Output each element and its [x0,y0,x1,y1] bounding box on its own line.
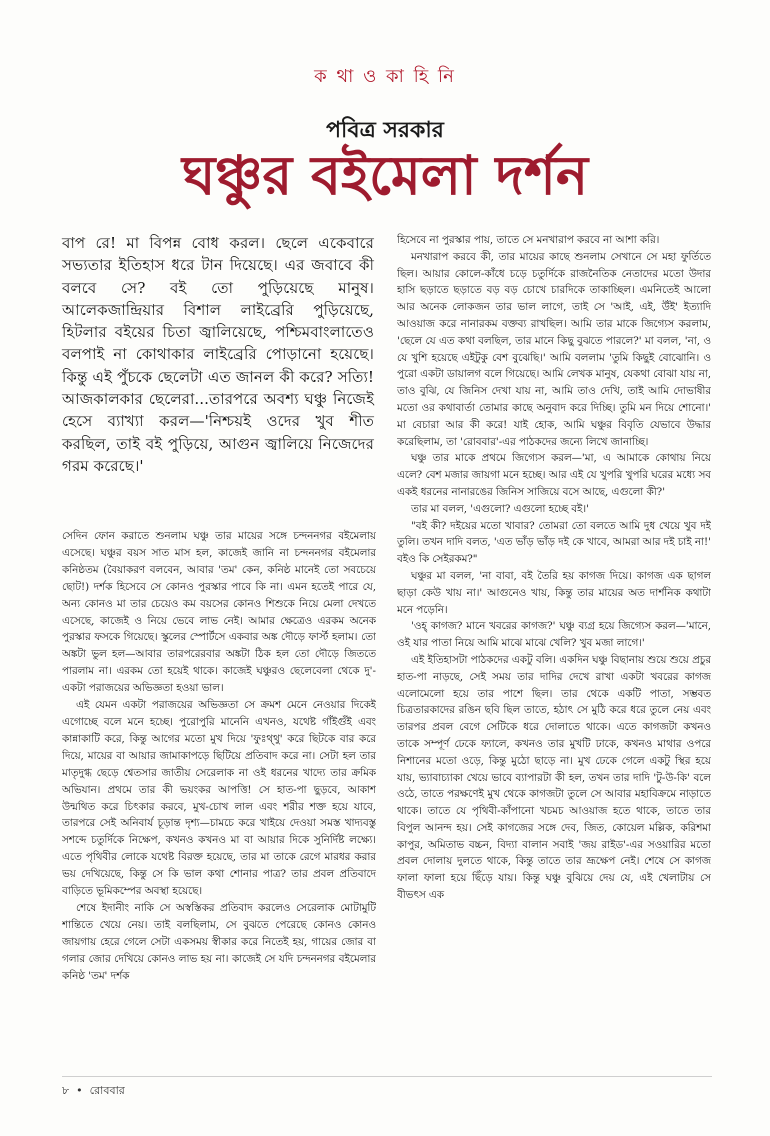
right-paragraph: তার মা বলল, 'এগুলো? এগুলো হচ্ছে বই।' [411,502,589,515]
right-paragraph: ঘঞ্চু তার মাকে প্রথমে জিগ্যেস করল—'মা, এ আমাকে কোথায় নিয়ে এলে? বেশ মজার জায়গা মনে হচ্ছে। আর এই যে খুপরি খুপরি ঘরের মধ্যে সব একই ধরনের নানারঙের জিনিস সাজিয়ে বসে আছে, এগুলো কী?' [397,452,711,498]
right-paragraph: মনখারাপ করবে কী, তার মায়ের কাছে শুনলাম সেখানে সে মহা ফুর্তিতে ছিল। আয়ার কোলে-কাঁধে চড়ে চতুর্দিকে রাজনৈতিক নেতাদের মতো উদার হাসি ছড়াতে ছড়াতে বড় বড় চোখে চারদিকে তাকাচ্ছিল। এমনিতেই আলো আর অনেক লোকজন তার ভাল লাগে, তাই সে 'আই, এই, উঁই' ইত্যাদি আওয়াজ করে নানারকম বক্তব্য রাখছিল। আমি তার মাকে জিগ্যেস করলাম, 'ছেলে যে এত কথা বলছিল, তার মানে কিছু বুঝতে পারলে?' মা বলল, 'না, ও যে খুশি হয়েছে এইটুকু বেশ বুঝেছি।' আমি বললাম 'তুমি কিছুই বোঝোনি। ও পুরো একটা ডায়ালগ বলে গিয়েছে। আমি লেখক মানুষ, যেকথা বোঝা যায় না, তাও বুঝি, যে জিনিস দেখা যায় না, আমি তাও দেখি, তাই আমি দোভাষীর মতো ওর কথাবার্তা তোমার কাছে অনুবাদ করে দিচ্ছি। তুমি মন দিয়ে শোনো।' মা বেচারা আর কী করে! যাই হোক, আমি ঘঞ্চুর বিবৃতি যেভাবে উদ্ধার করেছিলাম, তা 'রোববার'-এর পাঠকদের জন্যে লিখে জানাচ্ছি। [397,250,711,448]
article-title: ঘঞ্চুর বইমেলা দর্শন [181,144,589,207]
magazine-name: রোববার [89,1084,125,1097]
body-left-column [62,528,376,1068]
right-paragraph: হিসেবে না পুরস্কার পায়, তাতে সে মনখারাপ করবে না আশা করি। [397,234,660,246]
left-paragraph: সেদিন ফোন করাতে শুনলাম ঘঞ্চু তার মায়ের সঙ্গে চন্দননগর বইমেলায় এসেছে। ঘঞ্চুর বয়স সাত মাস হল, কাজেই জানি না চন্দননগর বইমেলার কনিষ্ঠতম (বৈয়াকরণ বলবেন, আবার 'তম' কেন, কনিষ্ঠ মানেই তো সবচেয়ে ছোট!) দর্শক হিসেবে সে কোনও পুরস্কার পাবে কি না। এমন হতেই পারে যে, অন্য কোনও মা তার চেয়েও কম বয়সের কোনও শিশুকে নিয়ে মেলা দেখতে এসেছে, কাজেই ও নিয়ে ভেবে লাভ নেই। আমার ক্ষেত্রেও এরকম অনেক পুরস্কার ফসকে গিয়েছে। স্কুলের স্পোর্টসে একবার অঙ্ক দৌড়ে ফার্স্ট হলাম। তো অঙ্কটা ভুল হল—আবার তারপরেরবার অঙ্কটা ঠিক হল তো দৌড়ে জিততে পারলাম না। এরকম তো হয়েই থাকে। কাজেই ঘঞ্চুরও ছেলেবেলা থেকে দু'-একটা পরাজয়ের অভিজ্ঞতা হওয়া ভাল। [62,530,376,695]
intro-paragraph: বাপ রে! মা বিপন্ন বোধ করল। ছেলে একেবারে সভ্যতার ইতিহাস ধরে টান দিয়েছে। এর জবাবে কী বলবে সে? বই তো পুড়িয়েছে মানুষ। আলেকজান্দ্রিয়ার বিশাল লাইব্রেরি পুড়িয়েছে, হিটলার বইয়ের চিতা জ্বালিয়েছে, পশ্চিমবাংলাতেও বলপাই না কোথাকার লাইব্রেরি পোড়ানো হয়েছে। কিন্তু এই পুঁচকে ছেলেটা এত জানল কী করে? সত্যি! আজকালকার ছেলেরা...তারপরে অবশ্য ঘঞ্চু নিজেই হেসে ব্যাখ্যা করল—'নিশ্চয়ই ওদের খুব শীত করছিল, তাই বই পুড়িয়ে, আগুন জ্বালিয়ে নিজেদের গরম করেছে।' [62,234,374,475]
author-name: পবিত্র সরকার [326,117,444,143]
left-paragraph: এই যেমন একটা পরাজয়ের অভিজ্ঞতা সে ক্রমশ মেনে নেওয়ার দিকেই এগোচ্ছে বলে মনে হচ্ছে। পুরোপুরি মানেনি এখনও, যথেষ্ট গাঁইগুঁই এবং কান্নাকাটি করে, কিন্তু আগের মতো মুখ দিয়ে 'ফুঃথ্থু' করে ছিটকে বার করে দিয়ে, মায়ের বা আয়ার জামাকাপড়ে ছিটিয়ে প্রতিবাদ করে না। সেটা হল তার মাতৃদুগ্ধ ছেড়ে শ্বেতসার জাতীয় সেরেলাক না ওই ধরনের খাদ্যে তার ক্রমিক অভিযান। প্রথমে তার কী ভয়ংকর আপত্তি! সে হাত-পা ছুড়বে, আকাশ উন্মথিত করে চিৎকার করবে, মুখ-চোখ লাল এবং শরীর শক্ত হয়ে যাবে, তারপরে সেই অনিবার্য চূড়ান্ত দৃশ্য—চামচে করে খাইয়ে দেওয়া সমস্ত খাদ্যবস্তু সশব্দে চতুর্দিকে নিক্ষেপ, কখনও কখনও মা বা আয়ার দিকে সুনির্দিষ্ট লক্ষ্যে। এতে পৃথিবীর লোকে যথেষ্ট বিরক্ত হয়েছে, তার মা তাকে রেগে মারধর করার ভয় দেখিয়েছে, কিন্তু সে কি ভাল কথা শোনার পাত্র? তার প্রবল প্রতিবাদে বাড়িতে ভূমিকম্পের অবস্থা হয়েছে। [62,699,376,898]
right-paragraph: "বই কী? দইয়ের মতো খাবার? তোমরা তো বলতে আমি দুধ খেয়ে খুব দই তুলি। তখন দাদি বলত, 'এত ভাঁড় ভাঁড় দই কে খাবে, আমরা আর দই চাই না!' বইও কি সেইরকম?" [397,519,711,566]
page-footer: ৮ • রোববার [62,1084,125,1097]
right-paragraph: ঘঞ্চুর মা বলল, 'না বাবা, বই তৈরি হয় কাগজ দিয়ে। কাগজ এক ছাগল ছাড়া কেউ খায় না।' আগুনেও খায়, কিন্তু তার মায়ের অত দার্শনিক কথাটা মনে পড়েনি। [397,569,711,616]
section-label: ক থা ও কা হি নি [314,66,456,87]
footer-divider [62,1076,712,1077]
right-paragraph: এই ইতিহাসটা পাঠকদের একটু বলি। একদিন ঘঞ্চু বিছানায় শুয়ে শুয়ে প্রচুর হাত-পা নাড়ছে, সেই সময় তার দাদির দেখে রাখা একটা খবরের কাগজ এলোমেলো হয়ে তার পাশে ছিল। তার থেকে একটি পাতা, সম্ভবত চিত্রতারকাদের রঙিন ছবি ছিল তাতে, হঠাৎ সে মুঠি করে ধরে তুলে নেয় এবং তারপর প্রবল বেগে সেটিকে ধরে দোলাতে থাকে। এতে কাগজটা কখনও তাকে সম্পূর্ণ ঢেকে ফ্যালে, কখনও তার মুখটি ঢাকে, কখনও মাথার ওপরে নিশানের মতো ওড়ে, কিন্তু মুঠো ছাড়ে না। মুখ ঢেকে গেলে একটু স্থির হয়ে যায়, ভ্যাবাচ্যাকা খেয়ে ভাবে ব্যাপারটা কী হল, তখন তার দাদি 'টু-উ-কি' বলে ওঠে, তাতে পরক্ষণেই মুখ থেকে কাগজটা তুলে সে আবার মহাবিক্রমে নাড়াতে থাকে। তাতে যে পৃথিবী-কাঁপানো খচমচ আওয়াজ হতে থাকে, তাতে তার বিপুল আনন্দ হয়। সেই কাগজের সঙ্গে দেব, জিত, কোয়েল মল্লিক, করিশমা কাপুর, অমিতাভ বচ্চন, বিদ্যা বালান সবাই 'জয় রাইড'-এর সওয়ারির মতো প্রবল দোলায় দুলতে থাকে, কিন্তু তাতে তার ভ্রূক্ষেপ নেই। শেষে সে কাগজ ফালা ফালা হয়ে ছিঁড়ে যায়। কিন্তু ঘঞ্চু বুঝিয়ে দেয় যে, এই খেলাটায় সে বীভৎস এক [397,653,711,902]
left-paragraph: শেষে ইদানীং নাকি সে অস্বস্তিকর প্রতিবাদ করলেও সেরেলাক মোটামুটি শান্তিতে খেয়ে নেয়। তাই বলছিলাম, সে বুঝতে পেরেছে কোনও কোনও জায়গায় হেরে গেলে সেটা একসময় স্বীকার করে নিতেই হয়, গায়ের জোর বা গলার জোর দেখিয়ে কোনও লাভ হয় না। কাজেই সে যদি চন্দননগর বইমেলার কনিষ্ঠ 'তম' দর্শক [62,901,376,982]
body-right-column [397,232,711,1068]
page-number: ৮ [62,1084,70,1097]
right-paragraph: 'ওহ্ কাগজ? মানে খবরের কাগজ?' ঘঞ্চু ব্যগ্র হয়ে জিগ্যেস করল—'মানে, ওই যার পাতা নিয়ে আমি মাঝে মাঝে খেলি? খুব মজা লাগে।' [397,620,711,650]
